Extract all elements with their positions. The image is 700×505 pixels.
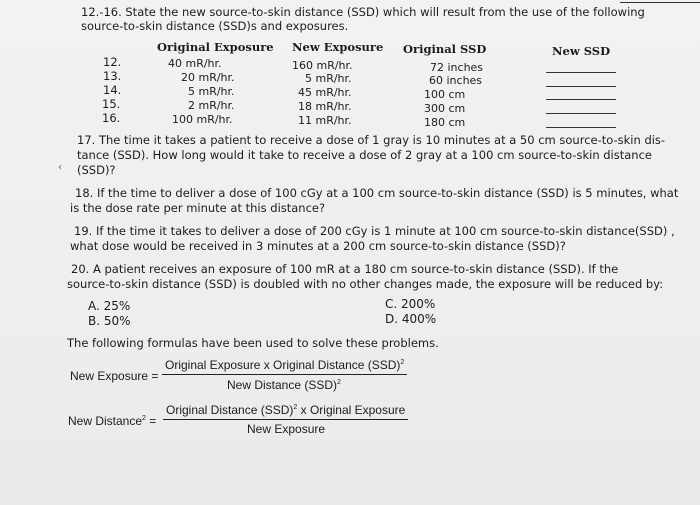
new-exposure-cell: 160 mR/hr. bbox=[292, 59, 353, 72]
header-new-exposure: New Exposure bbox=[292, 40, 384, 54]
intro-line-1: 12.-16. State the new source-to-skin distance (SSD) which will result from the use of the following bbox=[81, 5, 645, 19]
header-original-exposure: Original Exposure bbox=[157, 40, 274, 54]
superscript: 2 bbox=[400, 359, 405, 366]
new-ssd-blank[interactable] bbox=[546, 86, 616, 87]
row-number: 15. bbox=[102, 97, 121, 111]
new-ssd-blank[interactable] bbox=[546, 72, 616, 73]
formula-2-denominator: New Exposure bbox=[247, 422, 326, 436]
intro-line-2: source-to-skin distance (SSD)s and exposures. bbox=[81, 19, 349, 33]
formula-2-numerator: Original Distance (SSD)$^2$ x Original Exposure bbox=[166, 403, 406, 417]
original-ssd-cell: 300 cm bbox=[424, 102, 466, 115]
option-b: B. 50% bbox=[88, 314, 131, 328]
header-original-ssd: Original SSD bbox=[403, 42, 487, 56]
question-17-line-2: tance (SSD). How long would it take to receive a dose of 2 gray at a 100 cm source-to-skin distance bbox=[77, 148, 652, 162]
row-number: 12. bbox=[103, 55, 122, 69]
row-number: 13. bbox=[103, 69, 122, 83]
row-number: 16. bbox=[102, 111, 121, 125]
new-exposure-cell: 11 mR/hr. bbox=[298, 114, 352, 127]
option-c: C. 200% bbox=[385, 297, 436, 311]
new-exposure-cell: 18 mR/hr. bbox=[298, 100, 352, 113]
new-ssd-blank[interactable] bbox=[546, 113, 616, 114]
original-ssd-cell: 100 cm bbox=[424, 88, 466, 101]
original-exposure-cell: 20 mR/hr. bbox=[181, 71, 235, 84]
superscript: 2 bbox=[142, 415, 146, 422]
question-18-line-1: 18. If the time to deliver a dose of 100 cGy at a 100 cm source-to-skin distance (SSD) is 5 minutes, what bbox=[75, 186, 679, 200]
formula-2-fraction-bar bbox=[163, 419, 408, 420]
question-20-line-2: source-to-skin distance (SSD) is doubled with no other changes made, the exposure will be reduced by: bbox=[67, 277, 664, 291]
superscript: 2 bbox=[293, 404, 298, 411]
original-ssd-cell: 60 inches bbox=[429, 74, 483, 87]
new-exposure-cell: 5 mR/hr. bbox=[305, 72, 352, 85]
formula-1-numerator: Original Exposure x Original Distance (SSD)$^2$ bbox=[165, 358, 405, 372]
formula-1-denominator: New Distance (SSD)$^2$ bbox=[227, 378, 341, 392]
new-exposure-cell: 45 mR/hr. bbox=[298, 86, 352, 99]
question-19-line-2: what dose would be received in 3 minutes at a 200 cm source-to-skin distance (SSD)? bbox=[70, 239, 566, 253]
original-exposure-cell: 5 mR/hr. bbox=[188, 85, 235, 98]
superscript: 2 bbox=[337, 379, 341, 386]
question-19-line-1: 19. If the time it takes to deliver a dose of 200 cGy is 1 minute at 100 cm source-to-skin distance(SSD) , bbox=[74, 224, 675, 238]
question-17-line-1: 17. The time it takes a patient to receive a dose of 1 gray is 10 minutes at a 50 cm source-to-skin dis- bbox=[77, 133, 666, 147]
question-17-line-3: (SSD)? bbox=[77, 163, 116, 177]
formula-2-lhs: New Distance$^2$ = bbox=[68, 414, 157, 428]
header-new-ssd: New SSD bbox=[552, 44, 611, 58]
question-18-line-2: is the dose rate per minute at this distance? bbox=[70, 201, 326, 215]
new-ssd-blank[interactable] bbox=[546, 99, 616, 100]
formulas-intro: The following formulas have been used to solve these problems. bbox=[67, 336, 439, 350]
option-a: A. 25% bbox=[88, 299, 131, 313]
chevron-left-icon: ‹ bbox=[58, 162, 62, 173]
row-number: 14. bbox=[103, 83, 122, 97]
original-exposure-cell: 40 mR/hr. bbox=[168, 57, 222, 70]
original-exposure-cell: 2 mR/hr. bbox=[188, 99, 235, 112]
question-20-line-1: 20. A patient receives an exposure of 100 mR at a 180 cm source-to-skin distance (SSD). If the bbox=[71, 262, 619, 276]
original-exposure-cell: 100 mR/hr. bbox=[172, 113, 233, 126]
formula-1-lhs: New Exposure = bbox=[70, 369, 159, 383]
option-d: D. 400% bbox=[385, 312, 437, 326]
top-rule bbox=[620, 2, 700, 3]
original-ssd-cell: 72 inches bbox=[430, 61, 484, 74]
original-ssd-cell: 180 cm bbox=[424, 116, 466, 129]
formula-1-fraction-bar bbox=[162, 374, 407, 375]
new-ssd-blank[interactable] bbox=[546, 127, 616, 128]
